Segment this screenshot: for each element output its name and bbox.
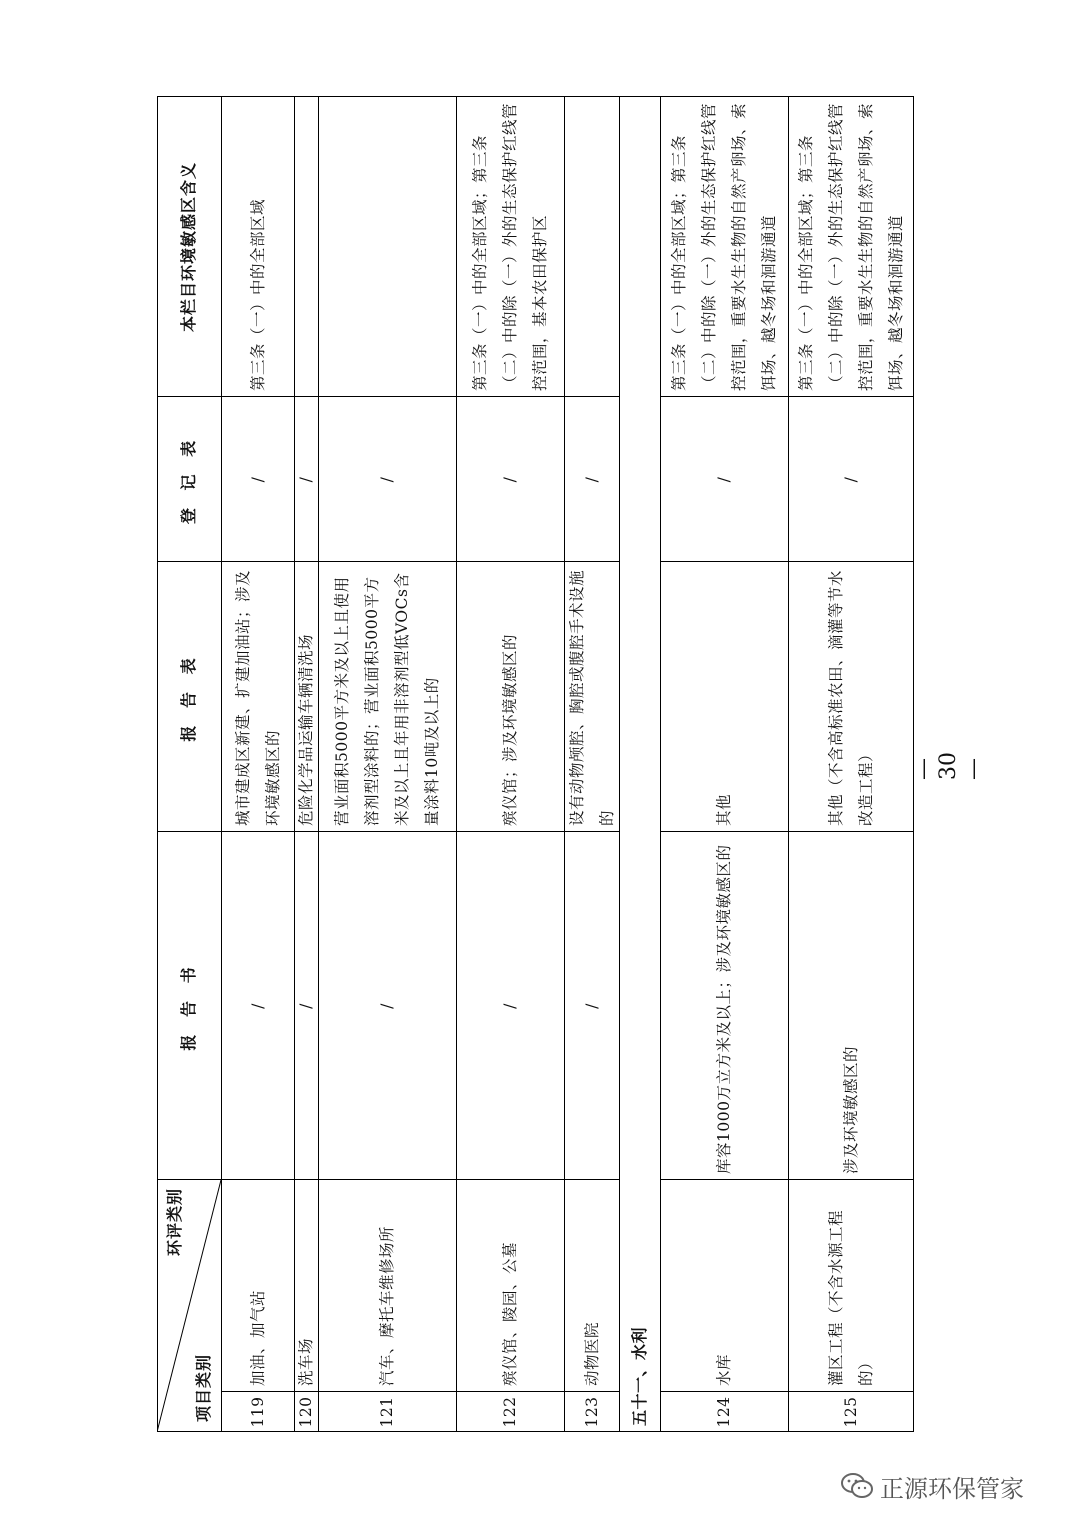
- row-report-book: 库容1000万立方米及以上；涉及环境敏感区的: [715, 844, 733, 1174]
- watermark: [840, 1470, 1024, 1502]
- row-category: 灌区工程（不含水源工程的）: [826, 1209, 875, 1386]
- row-report-book: /: [582, 1003, 601, 1009]
- row-registration: /: [248, 476, 267, 483]
- row-report-book: /: [501, 1003, 519, 1009]
- row-number: 122: [501, 1396, 519, 1428]
- row-registration: /: [378, 476, 396, 483]
- row-sensitive: 第三条（一）中的全部区域；第三条（二）中的除（一）外的生态保护红线管控范围，基本农田保护区: [471, 102, 549, 391]
- row-registration: /: [297, 476, 315, 483]
- row-category: 加油、加气站: [248, 1289, 267, 1386]
- section-heading: 五十一、水利: [629, 1326, 649, 1426]
- watermark-text: 正源环保管家: [880, 1474, 1024, 1503]
- row-sensitive: 第三条（一）中的全部区域: [248, 198, 267, 391]
- header-report-book: 报 告 书: [179, 961, 198, 1051]
- row-sensitive: [294, 97, 318, 397]
- header-report-form: 报 告 表: [179, 652, 198, 742]
- row-number: 123: [582, 1396, 601, 1428]
- rotated-table: [157, 96, 914, 1432]
- row-category: 殡仪馆、陵园、公墓: [501, 1241, 519, 1386]
- row-sensitive: 第三条（一）中的全部区域；第三条（二）中的除（一）外的生态保护红线管控范围，重要水生生物的自然产卵场、索饵场、越冬场和洄游通道: [796, 102, 905, 391]
- row-number: 124: [715, 1396, 733, 1428]
- row-report-form: 营业面积5000平方米及以上且使用溶剂型涂料的；营业面积5000平方米及以上且年用非溶剂型低VOCs含量涂料10吨及以上的: [333, 572, 441, 826]
- row-report-form: 设有动物颅腔、胸腔或腹腔手术设施的: [567, 569, 616, 826]
- header-sensitive: 本栏目环境敏感区含义: [179, 162, 198, 333]
- row-category: 洗车场: [297, 1337, 315, 1386]
- corner-bottom-label: 项目类别: [194, 1353, 213, 1422]
- row-category: 动物医院: [582, 1321, 601, 1386]
- row-sensitive: [564, 97, 619, 397]
- row-number: 125: [841, 1396, 860, 1428]
- row-report-book: 涉及环境敏感区的: [841, 1045, 860, 1174]
- row-report-form: 殡仪馆；涉及环境敏感区的: [501, 633, 519, 826]
- row-registration: /: [841, 476, 860, 483]
- wechat-icon: [840, 1472, 874, 1500]
- row-registration: /: [582, 476, 601, 483]
- row-report-book: /: [378, 1003, 396, 1009]
- row-number: 121: [378, 1396, 396, 1428]
- row-category: 水库: [715, 1353, 733, 1386]
- row-report-form: 其他（不含高标准农田、滴灌等节水改造工程）: [826, 569, 875, 826]
- row-registration: /: [501, 476, 519, 483]
- header-registration: 登 记 表: [179, 434, 198, 525]
- row-registration: /: [715, 476, 733, 483]
- corner-top-label: 环评类别: [165, 1188, 184, 1257]
- row-category: 汽车、摩托车维修场所: [378, 1225, 396, 1386]
- row-sensitive: [318, 97, 456, 397]
- row-report-form: 其他: [715, 793, 733, 826]
- row-number: 120: [297, 1396, 315, 1428]
- row-report-book: /: [297, 1003, 315, 1009]
- page-number: — 30 —: [910, 752, 986, 780]
- row-number: 119: [248, 1396, 267, 1428]
- row-report-form: 危险化学品运输车辆清洗场: [297, 633, 315, 826]
- row-sensitive: 第三条（一）中的全部区域；第三条（二）中的除（一）外的生态保护红线管控范围，重要水生生物的自然产卵场、索饵场、越冬场和洄游通道: [670, 102, 778, 391]
- row-report-form: 城市建成区新建、扩建加油站；涉及环境敏感区的: [233, 569, 282, 826]
- row-report-book: /: [248, 1003, 267, 1009]
